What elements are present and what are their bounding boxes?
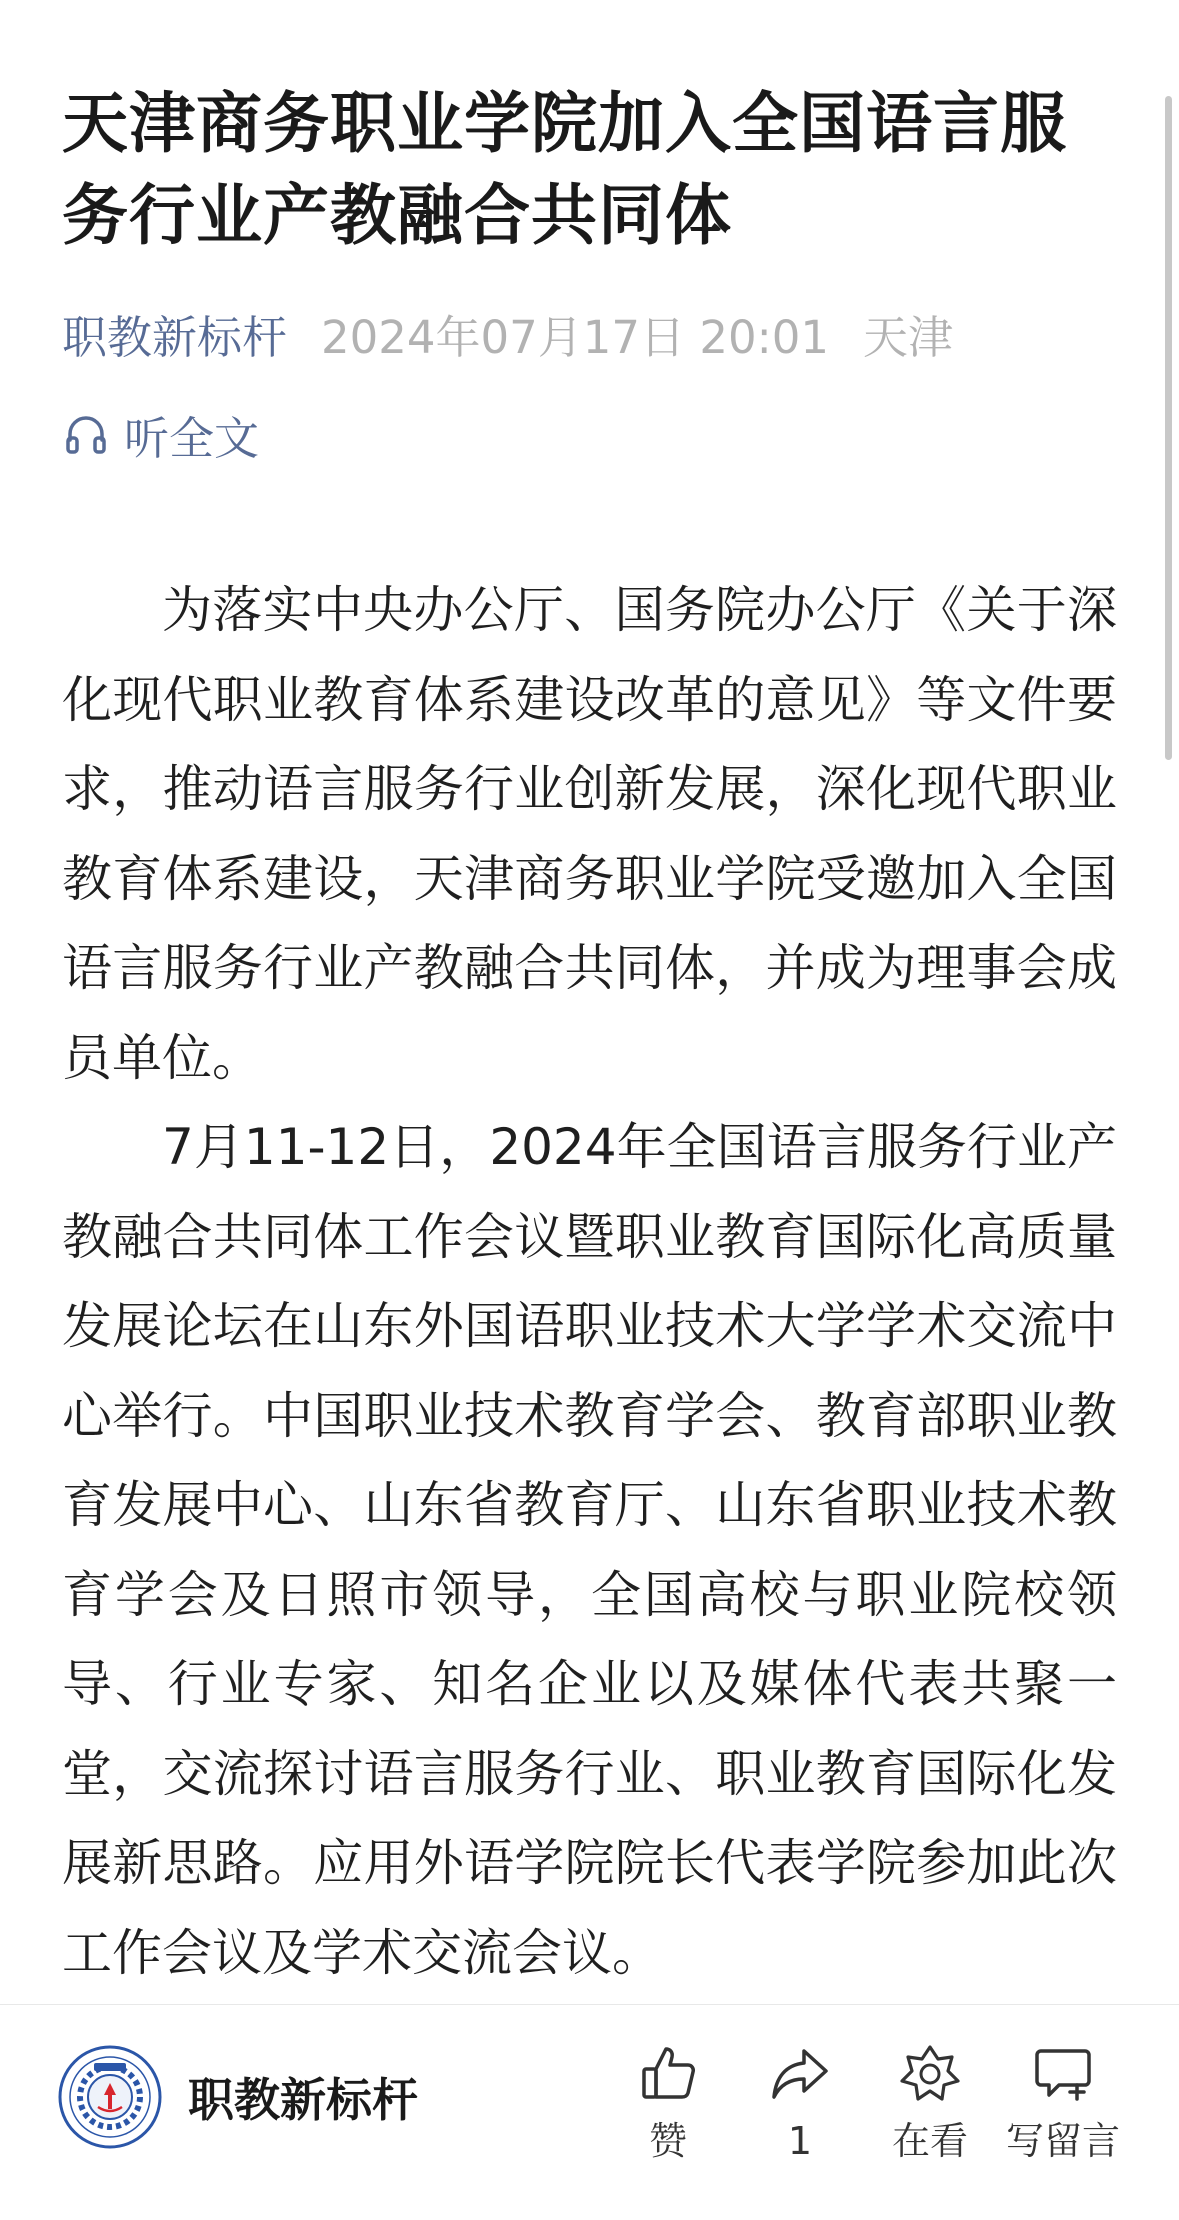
comment-label: 写留言 [1005, 2119, 1120, 2163]
paragraph: 为落实中央办公厅、国务院办公厅《关于深化现代职业教育体系建设改革的意见》等文件要求，推动语言服务行业创新发展，深化现代职业教育体系建设，天津商务职业学院受邀加入全国语言服务行业产教融合共同体，并成为理事会成员单位。 [62, 581, 1117, 1087]
share-count: 1 [787, 2119, 813, 2163]
article-meta [62, 308, 953, 368]
bottom-action-bar [0, 2004, 1179, 2220]
watching-label: 在看 [891, 2119, 968, 2163]
share-button[interactable] [730, 2041, 870, 2165]
listen-label: 听全文 [124, 411, 260, 465]
watching-button[interactable] [860, 2041, 1000, 2165]
article-title: 天津商务职业学院加入全国语言服务行业产教融合共同体 [62, 85, 1067, 254]
account-link[interactable]: 职教新标杆 [62, 311, 288, 364]
share-arrow-icon [768, 2041, 832, 2105]
comment-button[interactable] [993, 2041, 1133, 2165]
account-logo-icon [58, 2045, 162, 2149]
flower-icon [898, 2041, 962, 2105]
thumbs-up-icon [636, 2041, 700, 2105]
publish-region: 天津 [863, 311, 954, 364]
headphone-icon [62, 410, 110, 458]
account-card[interactable] [58, 2045, 418, 2149]
article-body [62, 566, 1117, 1998]
paragraph: 7月11-12日，2024年全国语言服务行业产教融合共同体工作会议暨职业教育国际化高质量发展论坛在山东外国语职业技术大学学术交流中心举行。中国职业技术教育学会、教育部职业教育发展中心、山东省教育厅、山东省职业技术教育学会及日照市领导，全国高校与职业院校领导、行业专家、知名企业以及媒体代表共聚一堂，交流探讨语言服务行业、职业教育国际化发展新思路。应用外语学院院长代表学院参加此次工作会议及学术交流会议。 [62, 1118, 1117, 1982]
listen-button[interactable] [62, 404, 259, 464]
like-button[interactable] [598, 2041, 738, 2165]
account-name: 职教新标杆 [188, 2073, 418, 2127]
scrollbar[interactable] [1165, 96, 1172, 760]
publish-date: 2024年07月17日 20:01 [321, 311, 830, 364]
like-label: 赞 [648, 2119, 687, 2163]
comment-plus-icon [1031, 2041, 1095, 2105]
